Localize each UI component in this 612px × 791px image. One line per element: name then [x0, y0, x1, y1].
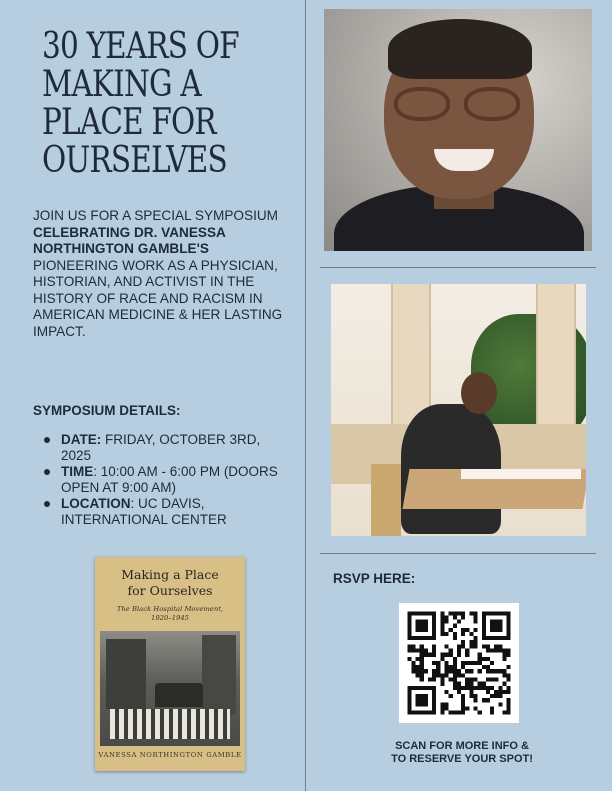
- details-list: [44, 432, 284, 528]
- rsvp-heading: RSVP HERE:: [333, 571, 416, 586]
- details-label: DATE:: [61, 432, 102, 447]
- intro-highlight: CELEBRATING DR. VANESSA NORTHINGTON GAMBLE'S: [33, 224, 226, 256]
- details-item-location: [44, 496, 284, 527]
- intro-paragraph: [33, 208, 295, 340]
- book-cover-photo: [100, 631, 240, 746]
- vertical-divider: [305, 0, 306, 791]
- details-item-date: [44, 432, 284, 463]
- book-title-line: Making a Place: [121, 567, 219, 582]
- horizontal-divider-bottom: [320, 553, 596, 554]
- title-line: MAKING A: [42, 64, 201, 105]
- title-line: PLACE FOR: [42, 102, 216, 143]
- scan-instructions: [372, 740, 552, 766]
- details-value: : 10:00 AM - 6:00 PM (DOORS OPEN AT 9:00 AM): [61, 464, 278, 495]
- intro-text: JOIN US FOR A SPECIAL SYMPOSIUM: [33, 208, 278, 223]
- intro-text-rest: PIONEERING WORK AS A PHYSICIAN, HISTORIAN, AND ACTIVIST IN THE HISTORY OF RACE AND RACISM IN AMERICAN MEDICINE & HER LASTING IMPACT.: [33, 257, 283, 339]
- book-author: VANESSA NORTHINGTON GAMBLE: [98, 751, 242, 759]
- horizontal-divider-top: [320, 267, 596, 268]
- portrait-photo: [324, 9, 592, 251]
- book-title-line: for Ourselves: [127, 583, 213, 598]
- details-item-time: [44, 464, 284, 495]
- writing-photo: [331, 284, 586, 536]
- details-heading: SYMPOSIUM DETAILS:: [33, 403, 181, 418]
- title-line: OURSELVES: [42, 140, 227, 181]
- details-value: : UC DAVIS, INTERNATIONAL CENTER: [61, 496, 227, 527]
- scan-line: TO RESERVE YOUR SPOT!: [391, 753, 533, 765]
- book-subtitle-line: The Black Hospital Movement,: [116, 605, 224, 613]
- title-line: 30 YEARS OF: [42, 26, 239, 67]
- scan-line: SCAN FOR MORE INFO &: [395, 740, 529, 752]
- details-value: FRIDAY, OCTOBER 3RD, 2025: [61, 432, 261, 463]
- poster-title: [42, 28, 247, 180]
- details-label: TIME: [61, 464, 94, 479]
- qr-code[interactable]: [399, 603, 519, 723]
- book-cover: [95, 557, 245, 771]
- book-title: [95, 567, 245, 599]
- book-subtitle-line: 1920–1945: [151, 614, 189, 622]
- book-subtitle: [95, 605, 245, 623]
- details-label: LOCATION: [61, 496, 131, 511]
